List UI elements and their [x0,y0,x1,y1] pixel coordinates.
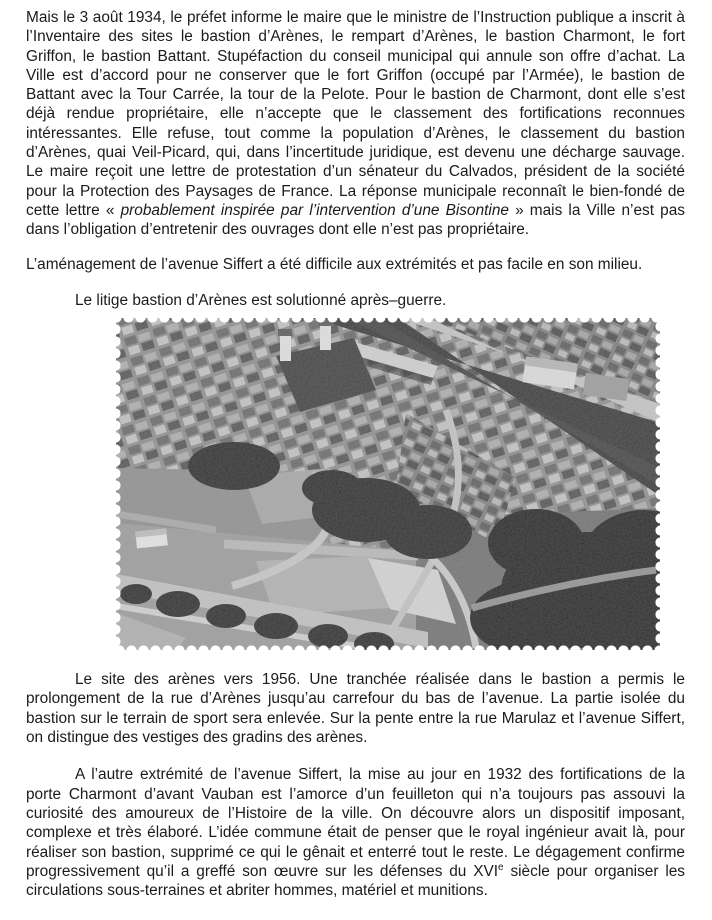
paragraph-avenue-siffert: L’aménagement de l’avenue Siffert a été difficile aux extrémités et pas facile en son milieu. [26,255,643,273]
text-run: A l’autre extrémité de l’avenue Siffert, la mise au jour en 1932 des fortifications de la porte Charmont d’avant Vauban est l’amorce d’un feuilleton qui n’a toujours pas assouvi la curiosité des amoureux de l’Histoire de la ville. On découvre alors un dispositif imposant, complexe et très élaboré. L’idée commune était de penser que le royal ingénieur avait là, pour réaliser son bastion, supprimé ce qui le gênait et enterré tout le reste. Le dégagement confirme progressivement qu’il a greffé son œuvre sur les défenses du XVI [26,766,685,880]
aerial-photo-image [116,318,660,650]
superscript-e: e [498,861,504,873]
italic-quote: probablement inspirée par l’intervention d’une Bisontine [120,201,509,219]
paragraph-porte-charmont [26,765,685,900]
paragraph-litige: Le litige bastion d’Arènes est solutionné après–guerre. [75,291,447,309]
photo-grain-overlay [116,318,660,650]
text-run: siècle pour organiser les circulations sous-terraines et abriter hommes, matériel et munitions. [26,862,685,900]
text-run: » mais la Ville n’est pas dans l’obligation d’entretenir des ouvrages dont elle n’est pas propriétaire. [26,201,685,239]
text-run: Mais le 3 août 1934, le préfet informe le maire que le ministre de l’Instruction publique a inscrit à l’Inventaire des sites le bastion d’Arènes, le rempart d’Arènes, le bastion Charmont, le fort Griffon, le bastion Battant. Stupéfaction du conseil municipal qui annule son offre d’achat. La Ville est d’accord pour ne conserver que le fort Griffon (occupé par l’Armée), le bastion de Battant avec la Tour Carrée, la tour de la Pelote. Pour le bastion de Charmont, dont elle s’est déjà rendue propriétaire, elle n’accepte que le classement des fortifications reconnues intéressantes. Elle refuse, tout comme la population d’Arènes, le classement du bastion d’Arènes, quai Veil-Picard, qui, dans l’incertitude juridique, est devenu une décharge sauvage. Le maire reçoit une lettre de protestation d’un sénateur du Calvados, président de la société pour la Protection des Paysages de France. La réponse municipale reconnaît le bien-fondé de cette lettre « [26,9,685,219]
paragraph-inscription [26,8,685,240]
aerial-photo-figure [116,318,660,650]
photo-caption: Le site des arènes vers 1956. Une tranchée réalisée dans le bastion a permis le prolongement de la rue d’Arènes jusqu’au carrefour du bas de l’avenue. La partie isolée du bastion sur le terrain de sport sera enlevée. Sur la pente entre la rue Marulaz et l’avenue Siffert, on distingue des vestiges des gradins des arènes. [26,671,685,747]
